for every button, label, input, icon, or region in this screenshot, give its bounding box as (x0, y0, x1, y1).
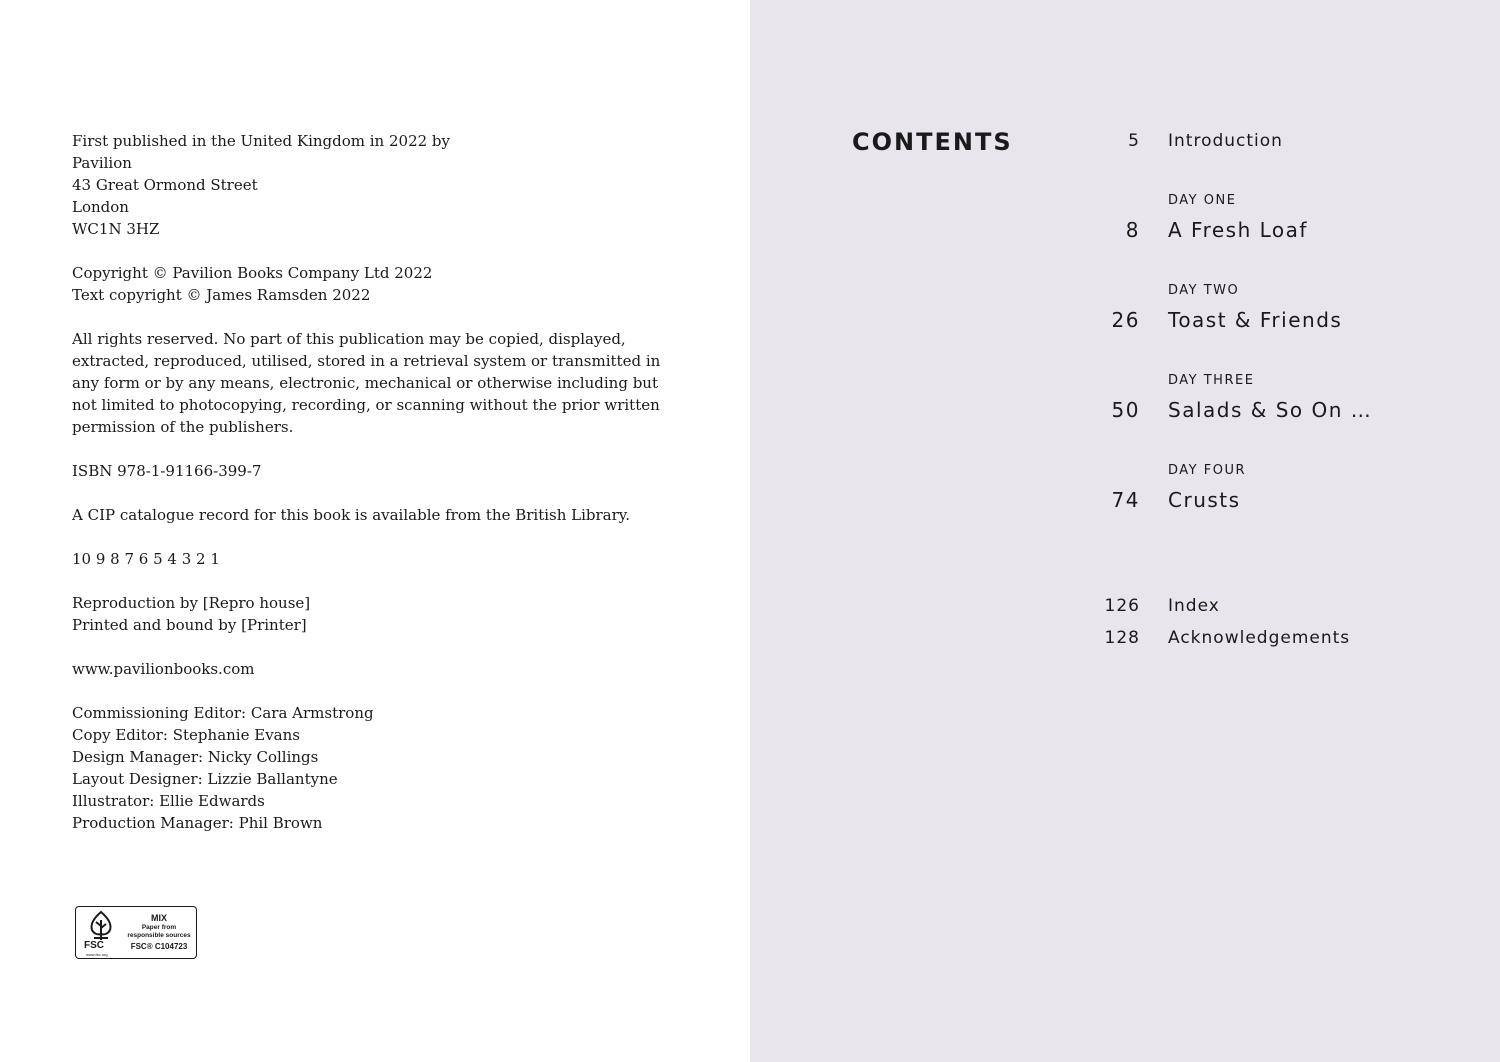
toc-label-acknowledgements: Acknowledgements (1168, 628, 1351, 648)
toc-label-day-three: Salads & So On … (1168, 398, 1373, 422)
fsc-url: www.fsc.org (86, 952, 108, 957)
toc-label-day-two: Toast & Friends (1168, 308, 1343, 332)
fsc-logo (75, 906, 197, 959)
toc-label-day-four: Crusts (1168, 488, 1241, 512)
toc-day-four: DAY FOUR (1168, 463, 1246, 478)
toc-label-index: Index (1168, 596, 1220, 616)
fsc-mark: FSC (84, 940, 104, 951)
rights-notice: All rights reserved. No part of this publication may be copied, displayed, extracted, reproduced, utilised, stored in a retrieval system or transmitted in any form or by any means, electronic, mechanical or otherwise including but not limited to photocopying, recording, or scanning without the prior written permission of the publishers. (72, 330, 661, 436)
fsc-code: FSC® C104723 (130, 942, 188, 951)
imprint-text (72, 130, 672, 834)
fsc-line1: Paper from (141, 924, 177, 931)
toc-page-index: 126 (1104, 596, 1140, 616)
cip-notice: A CIP catalogue record for this book is available from the British Library. (72, 506, 631, 524)
contents-page (750, 0, 1500, 1062)
toc-page-day-one: 8 (1125, 218, 1140, 242)
toc-day-one: DAY ONE (1168, 193, 1237, 208)
toc-label-intro: Introduction (1168, 131, 1283, 151)
publisher-website: www.pavilionbooks.com (72, 660, 255, 678)
print-line: 10 9 8 7 6 5 4 3 2 1 (72, 550, 220, 568)
fsc-line2: responsible sources (127, 932, 191, 939)
contents-title: CONTENTS (852, 128, 1013, 156)
toc-label-day-one: A Fresh Loaf (1168, 218, 1308, 242)
toc-day-two: DAY TWO (1168, 283, 1240, 298)
toc-page-intro: 5 (1128, 131, 1140, 151)
staff-credits: Commissioning Editor: Cara Armstrong Copy Editor: Stephanie Evans Design Manager: Nicky Collings Layout Designer: Lizzie Ballantyne Illustrator: Ellie Edwards Production Manager: Phil Brown (72, 704, 374, 832)
isbn: ISBN 978-1-91166-399-7 (72, 462, 262, 480)
toc-day-three: DAY THREE (1168, 373, 1255, 388)
fsc-tree-icon (80, 910, 122, 942)
toc-page-day-two: 26 (1111, 308, 1140, 332)
reproduction-credits: Reproduction by [Repro house] Printed and bound by [Printer] (72, 594, 311, 634)
toc-page-day-four: 74 (1111, 488, 1140, 512)
fsc-mix: MIX (150, 913, 167, 923)
toc-page-day-three: 50 (1111, 398, 1140, 422)
publisher-address: First published in the United Kingdom in 2022 by Pavilion 43 Great Ormond Street London WC1N 3HZ (72, 132, 451, 238)
toc-page-acknowledgements: 128 (1104, 628, 1140, 648)
copyright-notice: Copyright © Pavilion Books Company Ltd 2022 Text copyright © James Ramsden 2022 (72, 264, 433, 304)
fsc-label (124, 913, 194, 953)
